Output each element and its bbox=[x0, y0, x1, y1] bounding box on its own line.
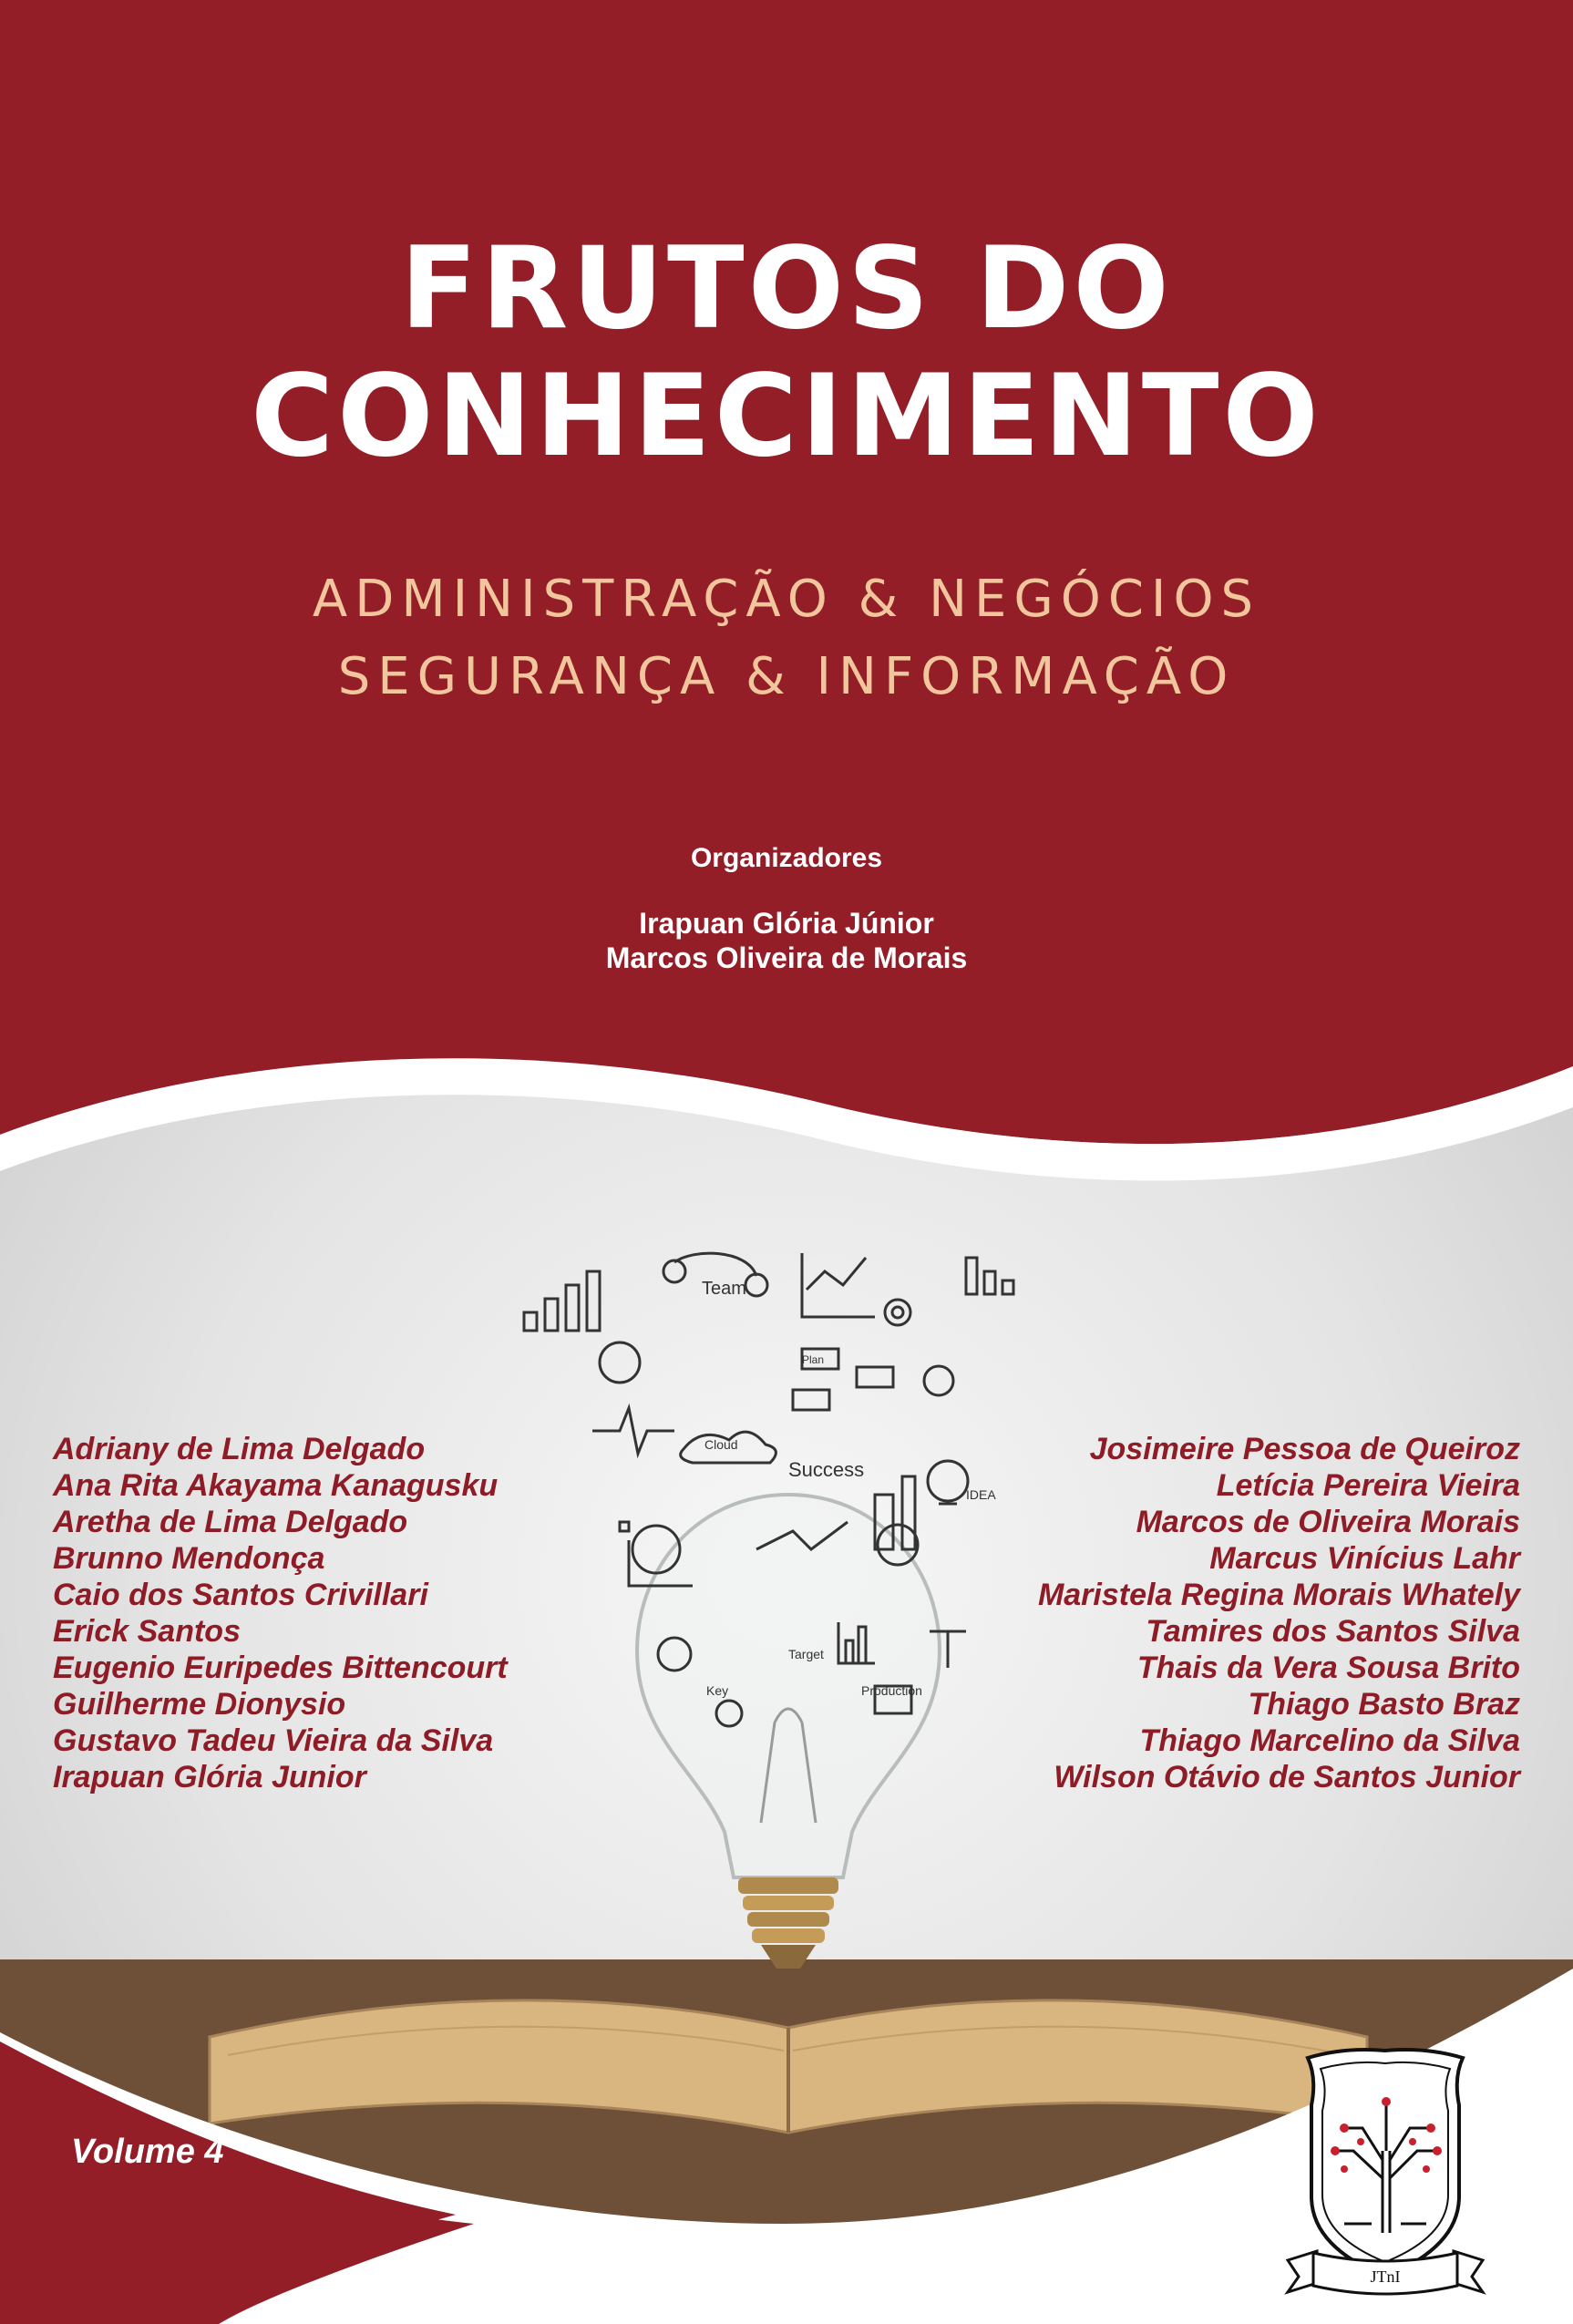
author-name: Thais da Vera Sousa Brito bbox=[1136, 1650, 1520, 1685]
author-name: Ana Rita Akayama Kanagusku bbox=[53, 1468, 499, 1503]
book-title-line1: FRUTOS DO bbox=[400, 223, 1173, 355]
author-name: Aretha de Lima Delgado bbox=[53, 1505, 408, 1539]
author-name: Maristela Regina Morais Whately bbox=[1037, 1578, 1520, 1612]
author-name: Wilson Otávio de Santos Junior bbox=[1054, 1760, 1520, 1794]
book-subtitle-line2: SEGURANÇA & INFORMAÇÃO bbox=[337, 647, 1236, 706]
authors-list-right bbox=[1038, 1431, 1520, 1795]
shield-icon bbox=[1308, 2050, 1463, 2277]
book-subtitle-line1: ADMINISTRAÇÃO & NEGÓCIOS bbox=[312, 570, 1261, 629]
volume-label: Volume 4 bbox=[71, 2133, 224, 2171]
author-name: Erick Santos bbox=[53, 1614, 241, 1649]
sketch-word-key: Key bbox=[706, 1683, 729, 1698]
organizer-name: Marcos Oliveira de Morais bbox=[605, 941, 968, 974]
author-name: Eugenio Euripedes Bittencourt bbox=[53, 1650, 508, 1685]
author-name: Thiago Basto Braz bbox=[1248, 1687, 1520, 1722]
author-name: Marcus Vinícius Lahr bbox=[1209, 1541, 1520, 1576]
sketch-word-cloud: Cloud bbox=[704, 1437, 738, 1452]
sketch-word-team: Team bbox=[702, 1279, 746, 1299]
sketch-word-idea: IDEA bbox=[966, 1487, 996, 1502]
author-name: Adriany de Lima Delgado bbox=[53, 1432, 426, 1466]
organizers-label: Organizadores bbox=[690, 843, 883, 873]
sketch-word-plan: Plan bbox=[802, 1353, 825, 1366]
sketch-word-target: Target bbox=[788, 1647, 824, 1661]
sketch-word-production: Production bbox=[861, 1683, 922, 1698]
author-name: Irapuan Glória Junior bbox=[53, 1760, 366, 1794]
authors-list-left bbox=[53, 1431, 508, 1795]
author-name: Gustavo Tadeu Vieira da Silva bbox=[53, 1723, 494, 1758]
author-name: Caio dos Santos Crivillari bbox=[53, 1578, 428, 1612]
organizer-name: Irapuan Glória Júnior bbox=[639, 907, 934, 940]
author-name: Tamires dos Santos Silva bbox=[1146, 1614, 1520, 1649]
logo-text: JTnI bbox=[1370, 2267, 1401, 2286]
author-name: Brunno Mendonça bbox=[53, 1541, 325, 1576]
author-name: Josimeire Pessoa de Queiroz bbox=[1089, 1432, 1520, 1466]
sketch-word-success: Success bbox=[788, 1458, 865, 1481]
author-name: Thiago Marcelino da Silva bbox=[1139, 1723, 1520, 1758]
author-name: Guilherme Dionysio bbox=[53, 1687, 346, 1722]
publisher-logo bbox=[1280, 2041, 1490, 2306]
author-name: Marcos de Oliveira Morais bbox=[1136, 1505, 1520, 1539]
author-name: Letícia Pereira Vieira bbox=[1216, 1468, 1520, 1503]
book-title-line2: CONHECIMENTO bbox=[251, 351, 1322, 482]
